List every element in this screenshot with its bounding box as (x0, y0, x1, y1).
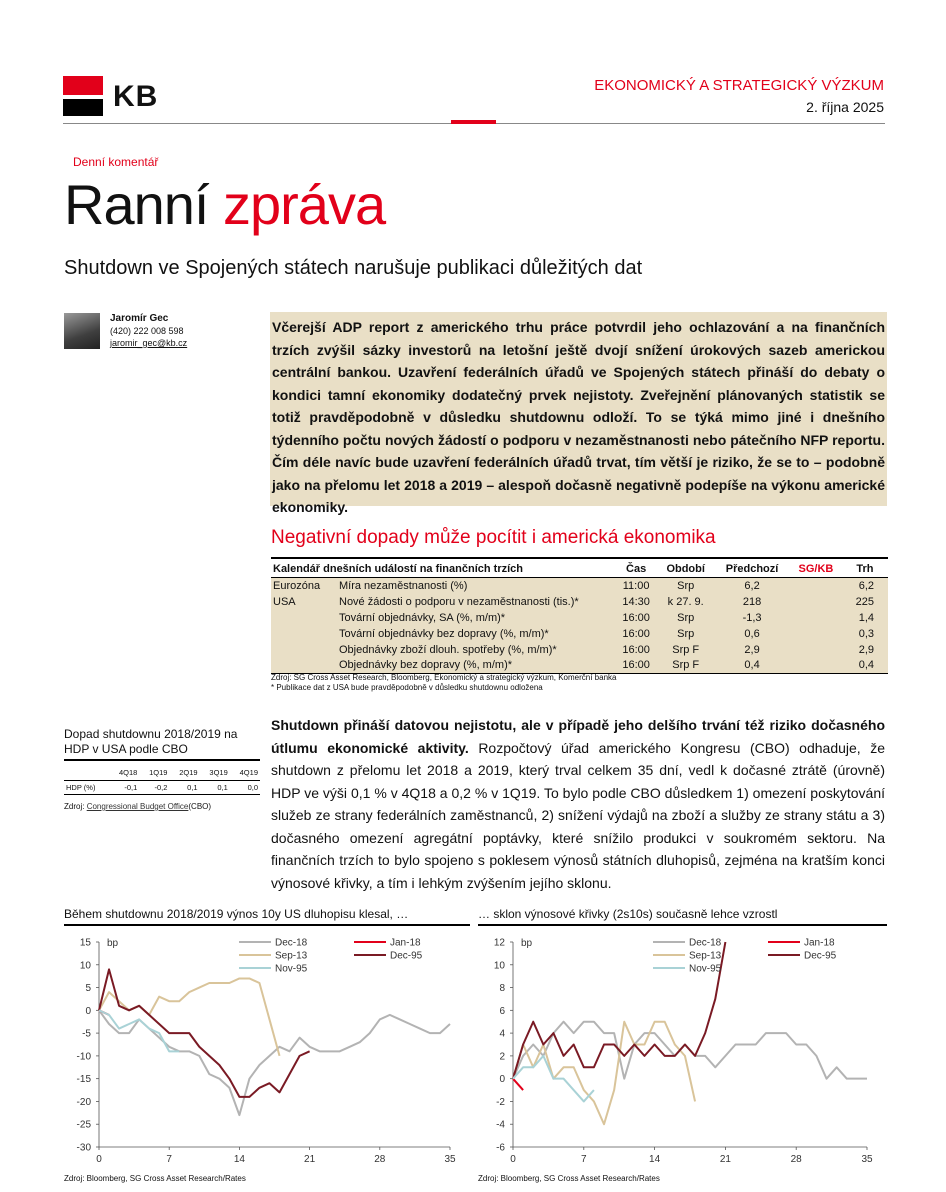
y-tick-label: -15 (76, 1074, 91, 1086)
department: EKONOMICKÝ A STRATEGICKÝ VÝZKUM (594, 77, 884, 94)
cal-market: 2,9 (842, 642, 888, 658)
cal-region (271, 658, 337, 674)
side-src-prefix: Zdroj: (64, 802, 85, 811)
author-phone: (420) 222 008 598 (110, 326, 184, 336)
chart1-title: Během shutdownu 2018/2019 výnos 10y US dluhopisu klesal, … (64, 907, 470, 926)
page-title (64, 172, 385, 237)
cal-event: Tovární objednávky bez dopravy (%, m/m)* (337, 626, 615, 642)
y-tick-label: -10 (76, 1051, 91, 1063)
side-col (64, 766, 109, 780)
chart1-source: Zdroj: Bloomberg, SG Cross Asset Research/Rates (64, 1174, 246, 1183)
side-table-title: Dopad shutdownu 2018/2019 na HDP v USA podle CBO (64, 727, 260, 761)
author-info (110, 313, 187, 349)
legend-label: Dec-95 (804, 950, 837, 962)
cal-sgkb (790, 626, 842, 642)
y-axis-label: bp (107, 938, 119, 949)
logo-text: KB (113, 80, 159, 113)
cal-prev: -1,3 (714, 610, 790, 626)
y-tick-label: 10 (493, 960, 505, 972)
side-value: -0,1 (109, 780, 139, 794)
side-src-suffix: (CBO) (188, 802, 212, 811)
calendar-notes (271, 673, 616, 693)
title-part2: zpráva (223, 173, 386, 236)
table-row (271, 658, 888, 674)
subtitle: Shutdown ve Spojených státech narušuje publikaci důležitých dat (64, 257, 643, 279)
table-row (271, 642, 888, 658)
cal-market: 0,3 (842, 626, 888, 642)
y-tick-label: 10 (79, 960, 91, 972)
side-col: 2Q19 (179, 768, 198, 778)
cal-market: 1,4 (842, 610, 888, 626)
y-tick-label: 0 (499, 1074, 505, 1086)
cal-sgkb (790, 578, 842, 594)
cal-prev: 218 (714, 594, 790, 610)
side-value: -0,2 (139, 780, 169, 794)
cal-sgkb (790, 658, 842, 674)
cal-header-title: Kalendář dnešních událostí na finančních trzích (271, 558, 615, 578)
table-row (271, 594, 888, 610)
chart-yield-10y (64, 927, 470, 1172)
kicker: Denní komentář (73, 155, 159, 169)
side-table-source (64, 802, 211, 811)
x-tick-label: 0 (96, 1154, 102, 1165)
cal-header-time: Čas (615, 558, 657, 578)
cal-event: Objednávky zboží dlouh. spotřeby (%, m/m)* (337, 642, 615, 658)
cal-header-market: Trh (842, 558, 888, 578)
x-tick-label: 7 (166, 1154, 172, 1165)
cal-time: 16:00 (615, 658, 657, 674)
cal-period: Srp (657, 610, 714, 626)
calendar-footnote: * Publikace dat z USA bude pravděpodobně v důsledku shutdownu odložena (271, 683, 543, 692)
legend-label: Sep-13 (689, 950, 722, 962)
side-row-label: HDP (%) (64, 780, 109, 794)
series-line-dec-18 (99, 1010, 450, 1115)
legend-label: Jan-18 (804, 937, 835, 949)
cal-market: 225 (842, 594, 888, 610)
chart2-title: … sklon výnosové křivky (2s10s) současně lehce vzrostl (478, 907, 887, 926)
cal-sgkb (790, 642, 842, 658)
cal-market: 0,4 (842, 658, 888, 674)
calendar-source: Zdroj: SG Cross Asset Research, Bloomberg, Ekonomický a strategický výzkum, Komerční banka (271, 673, 617, 682)
cal-header-sgkb: SG/KB (790, 558, 842, 578)
author-photo (64, 313, 100, 349)
cal-prev: 0,4 (714, 658, 790, 674)
y-tick-label: 8 (499, 983, 505, 995)
cal-period: Srp F (657, 658, 714, 674)
cal-event: Tovární objednávky, SA (%, m/m)* (337, 610, 615, 626)
cal-prev: 6,2 (714, 578, 790, 594)
cal-time: 16:00 (615, 642, 657, 658)
side-value: 0,1 (169, 780, 199, 794)
y-tick-label: -30 (76, 1142, 91, 1154)
x-tick-label: 0 (510, 1154, 516, 1165)
cal-sgkb (790, 594, 842, 610)
side-col: 4Q18 (118, 768, 138, 778)
header-accent (451, 120, 496, 124)
x-tick-label: 7 (581, 1154, 587, 1165)
calendar-table (271, 557, 888, 674)
cal-time: 16:00 (615, 626, 657, 642)
cal-prev: 0,6 (714, 626, 790, 642)
table-row (271, 578, 888, 594)
x-tick-label: 21 (719, 1154, 731, 1165)
x-tick-label: 14 (649, 1154, 661, 1165)
y-axis-label: bp (521, 938, 533, 949)
x-tick-label: 28 (374, 1154, 386, 1165)
cal-header-prev: Předchozí (714, 558, 790, 578)
legend-label: Dec-18 (689, 937, 722, 949)
y-tick-label: 4 (499, 1028, 505, 1040)
header-right (594, 77, 884, 115)
x-tick-label: 21 (304, 1154, 316, 1165)
title-part1: Ranní (64, 173, 209, 236)
side-col: 1Q19 (149, 768, 168, 778)
cal-period: Srp F (657, 642, 714, 658)
legend-label: Dec-95 (390, 950, 423, 962)
y-tick-label: 6 (499, 1005, 505, 1017)
side-col: 3Q19 (209, 768, 228, 778)
chart2-source: Zdroj: Bloomberg, SG Cross Asset Research/Rates (478, 1174, 660, 1183)
author-box (64, 313, 187, 349)
series-line-jan-18 (513, 1079, 523, 1090)
y-tick-label: 5 (85, 983, 91, 995)
y-tick-label: 12 (493, 937, 505, 949)
cbo-link[interactable]: Congressional Budget Office (86, 802, 189, 811)
y-tick-label: -20 (76, 1096, 91, 1108)
y-tick-label: -5 (82, 1028, 91, 1040)
cal-region (271, 626, 337, 642)
cal-market: 6,2 (842, 578, 888, 594)
report-date: 2. října 2025 (806, 99, 884, 115)
cal-region: Eurozóna (271, 578, 337, 594)
cal-time: 16:00 (615, 610, 657, 626)
section-heading: Negativní dopady může pocítit i americká ekonomika (271, 527, 716, 548)
lead-paragraph: Včerejší ADP report z amerického trhu práce potvrdil jeho ochlazování a na finančních trzích zvýšil sázky investorů na letošní ještě dvojí snížení úrokových sazeb americkou centrální bankou. Uzavření federálních úřadů ve Spojených státech přináší do debaty o kondici tamní ekonomiky dodatečný prvek nejistoty. Zveřejnění plánovaných statistik se totiž pravděpodobně v důsledku shutdownu odloží. To se týká mimo jiné i dnešního týdenního počtu nových žádostí o podporu v nezaměstnanosti nebo pátečního NFP reportu. Čím déle navíc bude uzavření federálních úřadů trvat, tím větší je riziko, že se to – podobně jako na přelomu let 2018 a 2019 – alespoň dočasně negativně podepíše na výkonu americké ekonomiky. (270, 312, 887, 506)
table-row (271, 626, 888, 642)
y-tick-label: -6 (496, 1142, 505, 1154)
legend-label: Jan-18 (390, 937, 421, 949)
y-tick-label: -4 (496, 1119, 505, 1131)
x-tick-label: 14 (233, 1154, 245, 1165)
cal-time: 14:30 (615, 594, 657, 610)
series-line-dec-95 (99, 969, 310, 1097)
cal-region (271, 642, 337, 658)
cal-period: k 27. 9. (657, 594, 714, 610)
y-tick-label: 15 (79, 937, 91, 949)
table-row (271, 610, 888, 626)
cal-period: Srp (657, 578, 714, 594)
side-col: 4Q19 (239, 768, 258, 778)
y-tick-label: 2 (499, 1051, 505, 1063)
y-tick-label: -2 (496, 1096, 505, 1108)
legend-label: Sep-13 (275, 950, 308, 962)
side-table (64, 766, 260, 795)
cal-region: USA (271, 594, 337, 610)
cal-period: Srp (657, 626, 714, 642)
cal-event: Nové žádosti o podporu v nezaměstnanosti (tis.)* (337, 594, 615, 610)
chart-curve-2s10s (478, 927, 887, 1172)
legend-label: Nov-95 (689, 963, 722, 975)
cal-event: Objednávky bez dopravy (%, m/m)* (337, 658, 615, 674)
x-tick-label: 35 (861, 1154, 873, 1165)
cal-prev: 2,9 (714, 642, 790, 658)
side-value: 0,0 (230, 780, 260, 794)
body-text: Rozpočtový úřad amerického Kongresu (CBO) odhaduje, že shutdown z přelomu let 2018 a 2019, který trval celkem 35 dní, vedl k dočasné ztrátě (úrovně) HDP ve výši 0,1 % v 4Q18 a 0,2 % v 1Q19. To bylo podle CBO důsledkem 1) omezení poskytování služeb ze strany federálních zaměstnanců, 2) snížení výdajů na zboží a služby ze strany státu a 3) dočasného omezení agregátní poptávky, které snížilo produkci v soukromém sektoru. Na finančních trzích to bylo spojeno s poklesem výnosů státních dluhopisů, zejména na kratším konci výnosové křivky, a tím i lehkým zvýšením jejího sklonu. (271, 739, 886, 891)
y-tick-label: -25 (76, 1119, 91, 1131)
y-tick-label: 0 (85, 1005, 91, 1017)
cal-header-period: Období (657, 558, 714, 578)
author-name: Jaromír Gec (110, 313, 169, 324)
cal-sgkb (790, 610, 842, 626)
side-value: 0,1 (200, 780, 230, 794)
series-line-sep-13 (99, 978, 280, 1055)
body-bold-intro: Shutdown přináší datovou nejistotu, ale v případě jeho delšího trvání též riziko dočasného útlumu ekonomické aktivity. (271, 717, 885, 756)
legend-label: Dec-18 (275, 937, 308, 949)
cal-region (271, 610, 337, 626)
body-paragraph (271, 714, 885, 894)
x-tick-label: 28 (790, 1154, 802, 1165)
x-tick-label: 35 (444, 1154, 456, 1165)
kb-logo (63, 76, 103, 116)
cal-time: 11:00 (615, 578, 657, 594)
cal-event: Míra nezaměstnanosti (%) (337, 578, 615, 594)
author-email[interactable]: jaromir_gec@kb.cz (110, 338, 188, 348)
legend-label: Nov-95 (275, 963, 308, 975)
